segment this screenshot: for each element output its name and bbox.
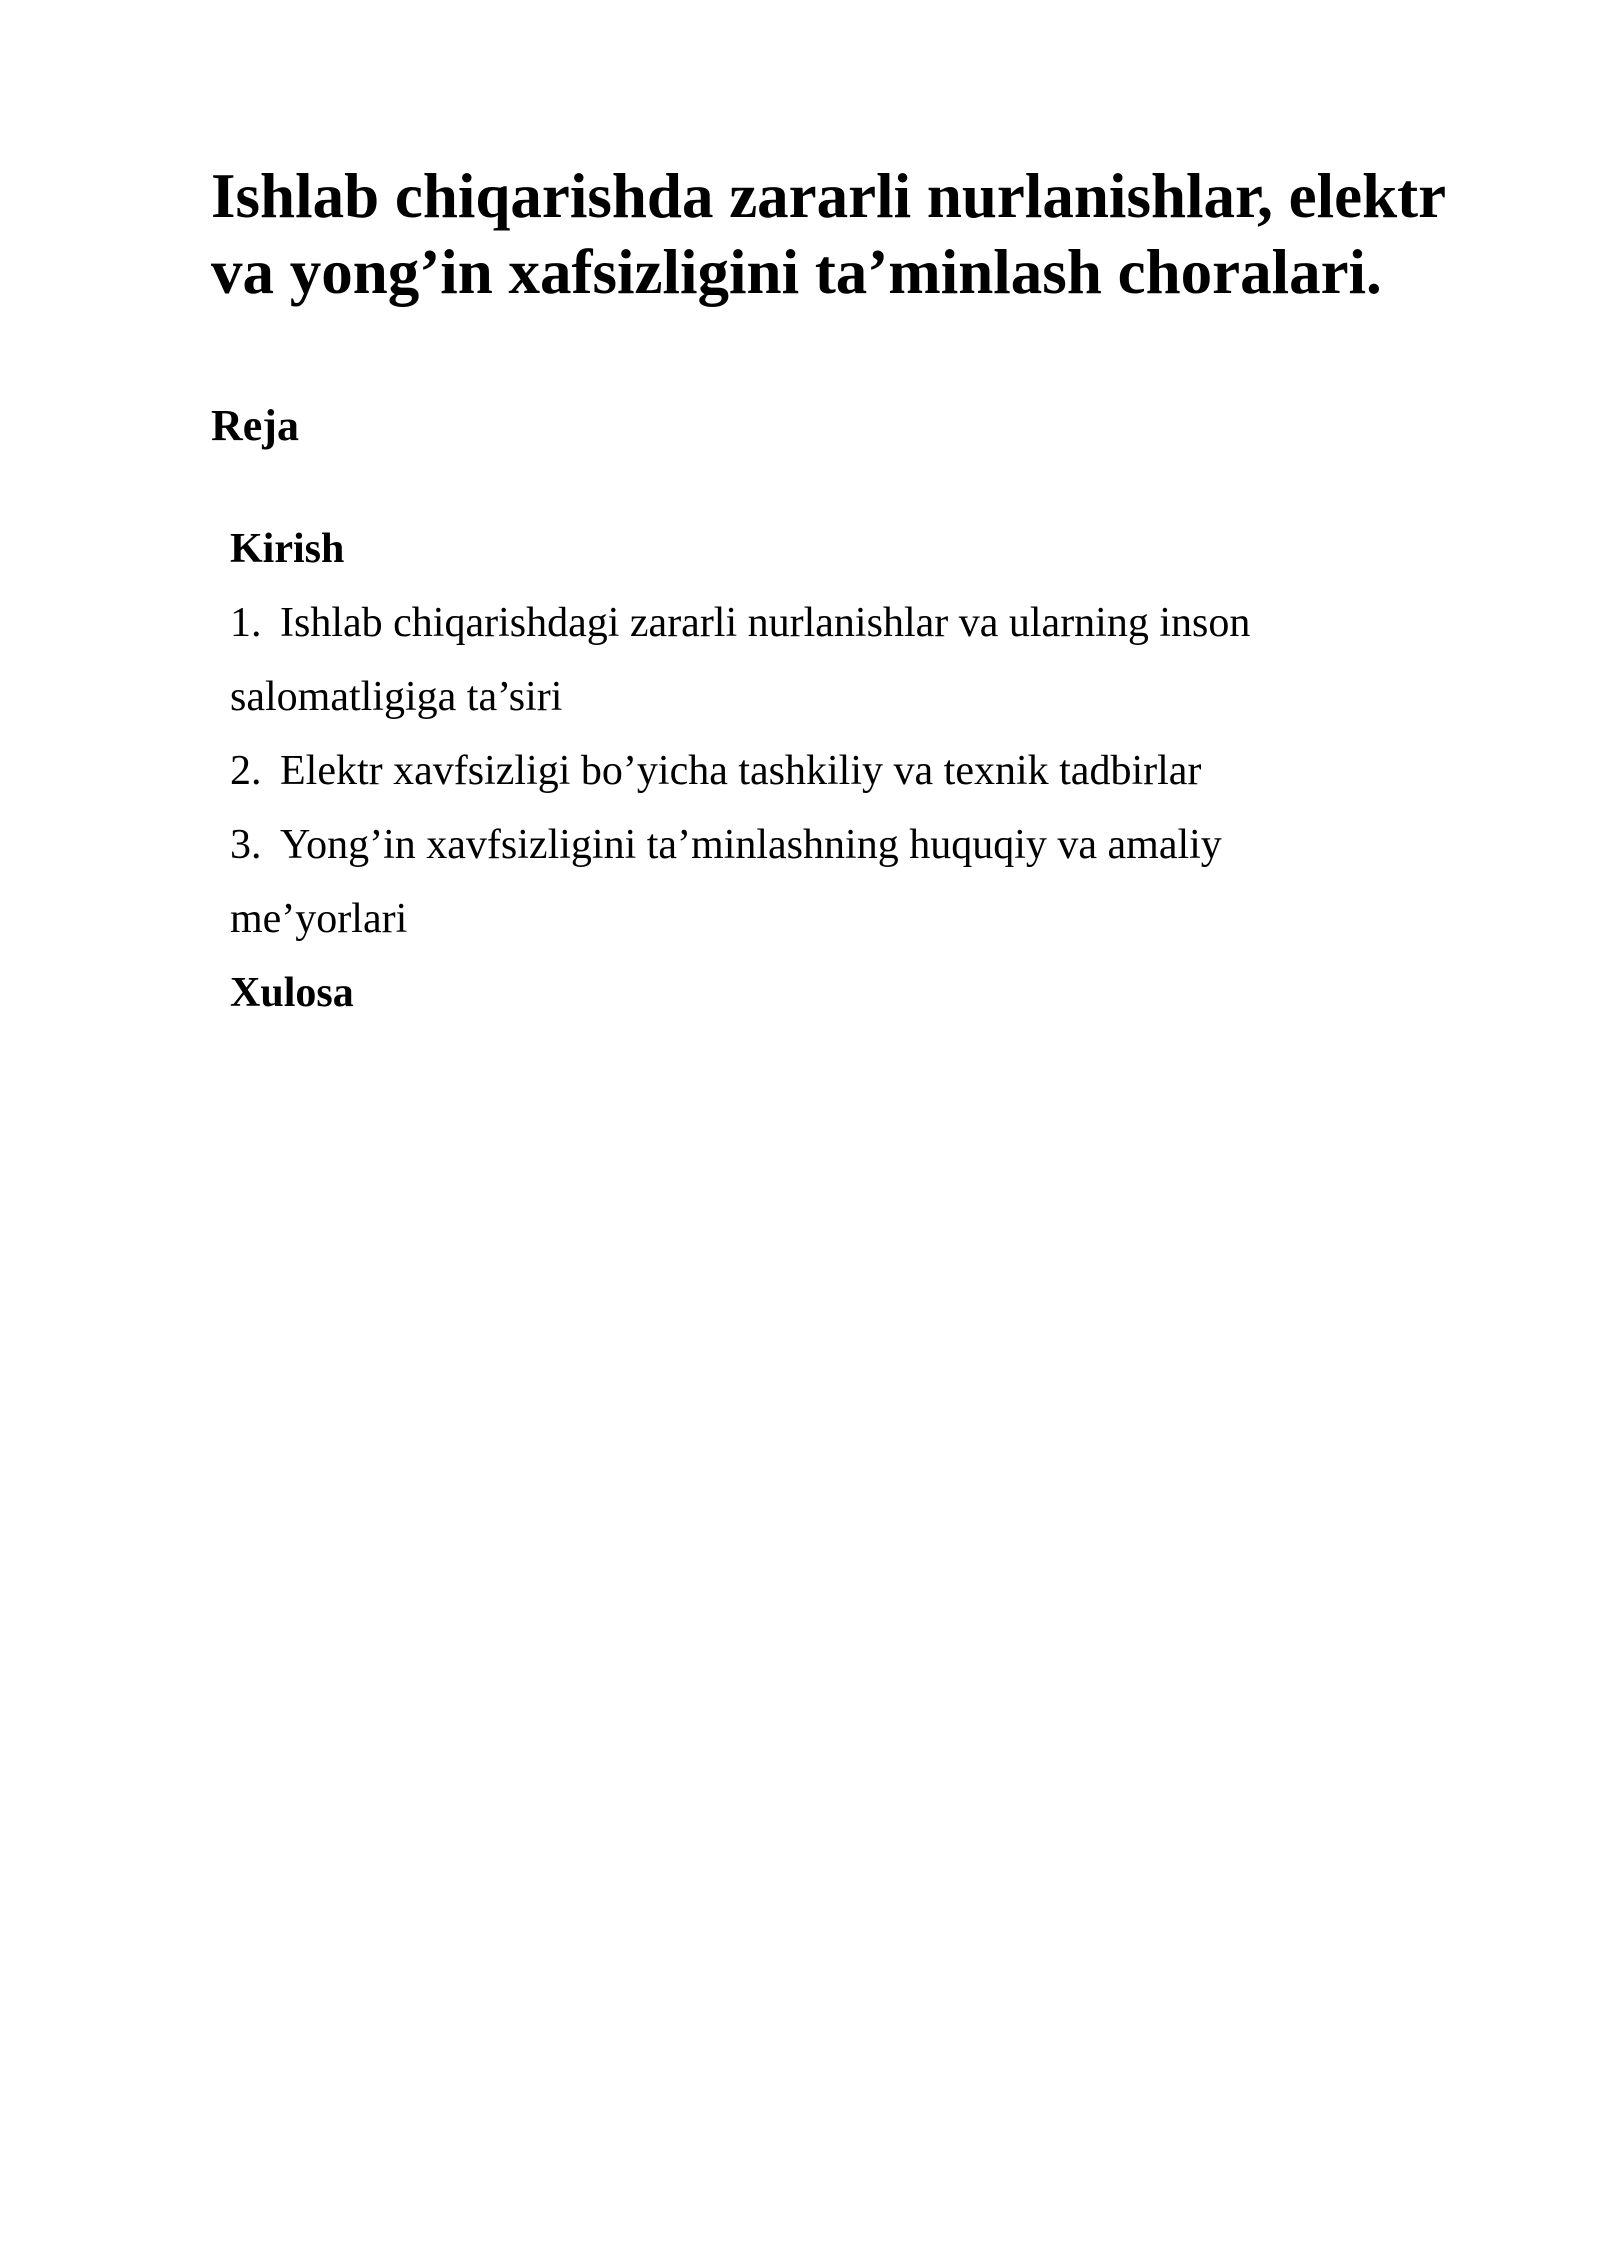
plan-item-1-continuation: salomatligiga ta’siri xyxy=(230,674,563,720)
plan-item-1 xyxy=(230,586,1390,660)
plan-item-2 xyxy=(230,734,1390,808)
plan-item-text: Yong’in xavfsizligini ta’minlashning huquqiy va amaliy xyxy=(280,822,1222,868)
plan-item-text: Elektr xavfsizligi bo’yicha tashkiliy va texnik tadbirlar xyxy=(280,748,1202,794)
plan-heading: Reja xyxy=(211,401,299,450)
plan-item-text: Ishlab chiqarishdagi zararli nurlanishlar va ularning inson xyxy=(280,600,1251,646)
plan-item-3-continuation: me’yorlari xyxy=(230,896,408,942)
plan-item-3 xyxy=(230,808,1390,882)
title-line-2: va yong’in xafsizligini ta’minlash choralari. xyxy=(211,237,1382,307)
plan-intro: Kirish xyxy=(230,526,345,572)
document-title xyxy=(211,158,1511,310)
plan-item-number: 3. xyxy=(230,822,262,868)
plan-list xyxy=(230,512,1390,1030)
plan-conclusion: Xulosa xyxy=(230,970,354,1016)
title-line-1: Ishlab chiqarishda zararli nurlanishlar, elektr xyxy=(211,161,1447,231)
plan-item-number: 2. xyxy=(230,748,262,794)
plan-item-number: 1. xyxy=(230,600,262,646)
